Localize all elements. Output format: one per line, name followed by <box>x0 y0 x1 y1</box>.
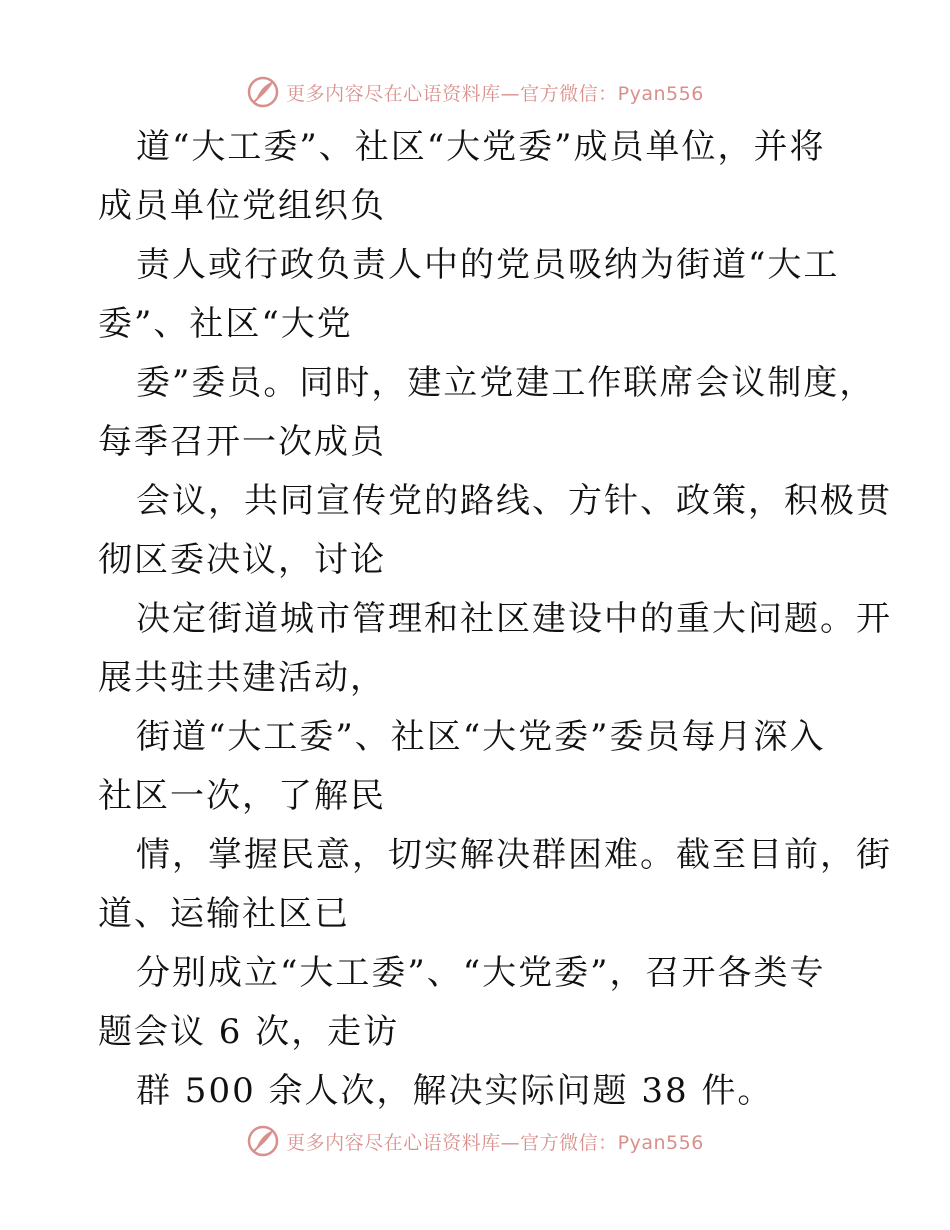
text-line: 会议，共同宣传党的路线、方针、政策，积极贯 <box>136 481 892 521</box>
feather-pen-logo-icon <box>246 75 280 109</box>
text-line: 群 500 余人次，解决实际问题 38 件。 <box>136 1071 774 1111</box>
footer-watermark <box>0 1121 950 1161</box>
text-line: 情，掌握民意，切实解决群困难。截至目前，街 <box>136 835 892 875</box>
text-line: 决定街道城市管理和社区建设中的重大问题。开 <box>136 599 892 639</box>
text-line: 委”、社区“大党 <box>98 304 353 344</box>
text-line: 展共驻共建活动， <box>98 658 386 698</box>
text-line: 每季召开一次成员 <box>98 422 386 462</box>
text-line: 责人或行政负责人中的党员吸纳为街道“大工 <box>136 245 840 285</box>
text-line: 彻区委决议，讨论 <box>98 540 386 580</box>
text-line: 题会议 6 次，走访 <box>98 1012 400 1052</box>
header-watermark <box>0 72 950 112</box>
watermark-text: 更多内容尽在心语资料库—官方微信：Pyan556 <box>286 82 704 105</box>
document-body <box>98 118 892 1121</box>
text-line: 社区一次，了解民 <box>98 776 386 816</box>
watermark-text: 更多内容尽在心语资料库—官方微信：Pyan556 <box>286 1131 704 1154</box>
text-line: 道、运输社区已 <box>98 894 350 934</box>
text-line: 街道“大工委”、社区“大党委”委员每月深入 <box>136 717 826 757</box>
text-line: 分别成立“大工委”、“大党委”，召开各类专 <box>136 953 826 993</box>
text-line: 委”委员。同时，建立党建工作联席会议制度， <box>136 363 876 403</box>
text-line: 成员单位党组织负 <box>98 186 386 226</box>
feather-pen-logo-icon <box>246 1124 280 1158</box>
text-line: 道“大工委”、社区“大党委”成员单位，并将 <box>136 127 826 167</box>
